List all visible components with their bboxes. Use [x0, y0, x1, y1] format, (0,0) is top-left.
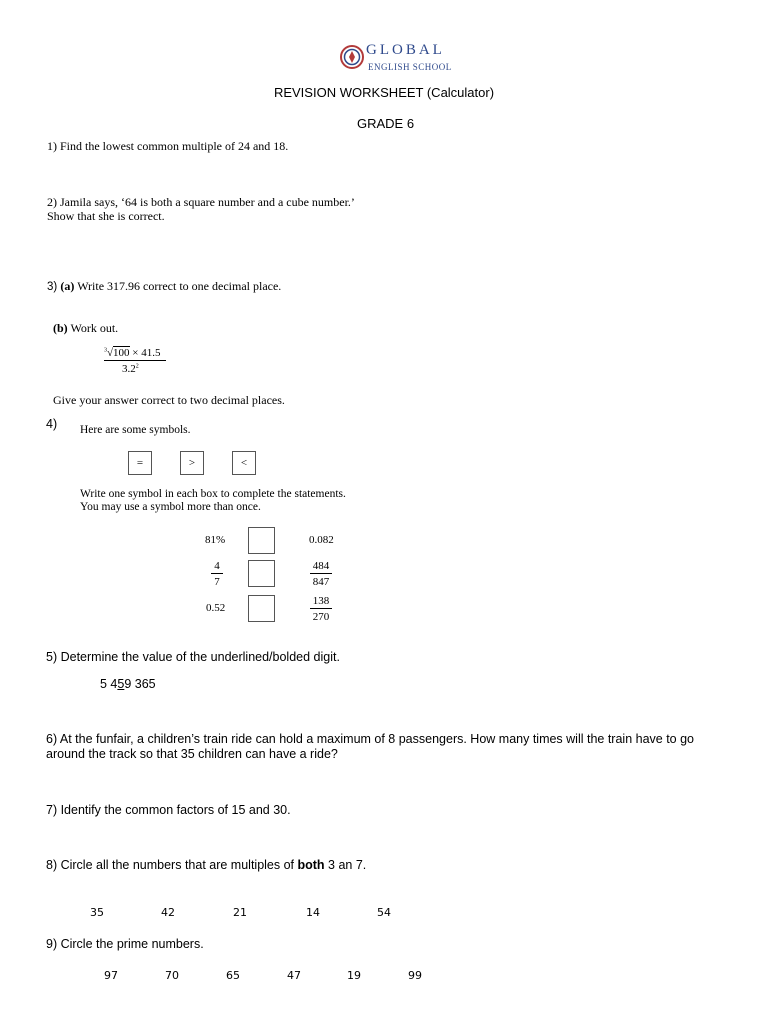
expression-numerator: $^3$√100 × 41.5 — [104, 347, 166, 361]
question-3b-expression — [104, 347, 166, 375]
q8-number-21[interactable]: 21 — [233, 906, 247, 919]
symbol-equals: = — [128, 451, 152, 475]
question-4-intro: Here are some symbols. — [80, 424, 191, 436]
school-crest-icon — [340, 44, 364, 70]
q8-number-35[interactable]: 35 — [90, 906, 104, 919]
q8-number-14[interactable]: 14 — [306, 906, 320, 919]
q9-number-19[interactable]: 19 — [347, 969, 361, 982]
question-8: 8) Circle all the numbers that are multiples of both 3 an 7. — [46, 858, 367, 872]
question-6-line-2: around the track so that 35 children can have a ride? — [46, 747, 338, 761]
q9-number-99[interactable]: 99 — [408, 969, 422, 982]
question-3b-instruction: Give your answer correct to two decimal places. — [53, 393, 285, 407]
question-4-instruction-1: Write one symbol in each box to complete the statements. — [80, 488, 346, 500]
logo-wordmark: GLOBAL — [366, 42, 445, 58]
question-9: 9) Circle the prime numbers. — [46, 937, 204, 951]
worksheet-title: REVISION WORKSHEET (Calculator) — [273, 85, 495, 100]
q9-number-65[interactable]: 65 — [226, 969, 240, 982]
question-3a: 3) (a) Write 317.96 correct to one decimal place. — [47, 279, 282, 293]
q8-number-42[interactable]: 42 — [161, 906, 175, 919]
row-3-answer-box[interactable] — [248, 595, 275, 622]
question-4-instruction-2: You may use a symbol more than once. — [80, 501, 261, 513]
question-7: 7) Identify the common factors of 15 and 30. — [46, 803, 291, 817]
row-2-right-fraction: $\frac{484}{847}$ — [310, 560, 332, 588]
q8-number-54[interactable]: 54 — [377, 906, 391, 919]
symbol-greater-than: > — [180, 451, 204, 475]
row-3-right-fraction: $\frac{138}{270}$ — [310, 595, 332, 623]
row-2-answer-box[interactable] — [248, 560, 275, 587]
q9-number-47[interactable]: 47 — [287, 969, 301, 982]
question-3b: (b) Work out. — [53, 321, 119, 335]
row-1-left-value: 81% — [205, 534, 226, 546]
q9-number-97[interactable]: 97 — [104, 969, 118, 982]
row-2-left-fraction: $\frac{4}{7}$ — [211, 560, 223, 588]
row-3-left-value: 0.52 — [206, 602, 226, 614]
row-1-right-value: 0.082 — [309, 534, 334, 546]
question-4-number: 4) — [46, 417, 58, 431]
underlined-digit: 5 — [117, 677, 125, 691]
question-5-number: 5 459 365 — [100, 677, 156, 691]
question-2-line-2: Show that she is correct. — [47, 209, 165, 223]
logo-subtitle: ENGLISH SCHOOL — [368, 62, 452, 72]
question-2-line-1: 2) Jamila says, ‘64 is both a square number and a cube number.’ — [47, 195, 355, 209]
row-1-answer-box[interactable] — [248, 527, 275, 554]
q9-number-70[interactable]: 70 — [165, 969, 179, 982]
symbol-less-than: < — [232, 451, 256, 475]
question-5: 5) Determine the value of the underlined/bolded digit. — [46, 650, 340, 664]
expression-denominator: $3.2^2$ — [122, 363, 139, 375]
question-1: 1) Find the lowest common multiple of 24 and 18. — [47, 139, 289, 153]
question-6-line-1: 6) At the funfair, a children’s train ride can hold a maximum of 8 passengers. How many times will the train have to go — [46, 732, 695, 746]
